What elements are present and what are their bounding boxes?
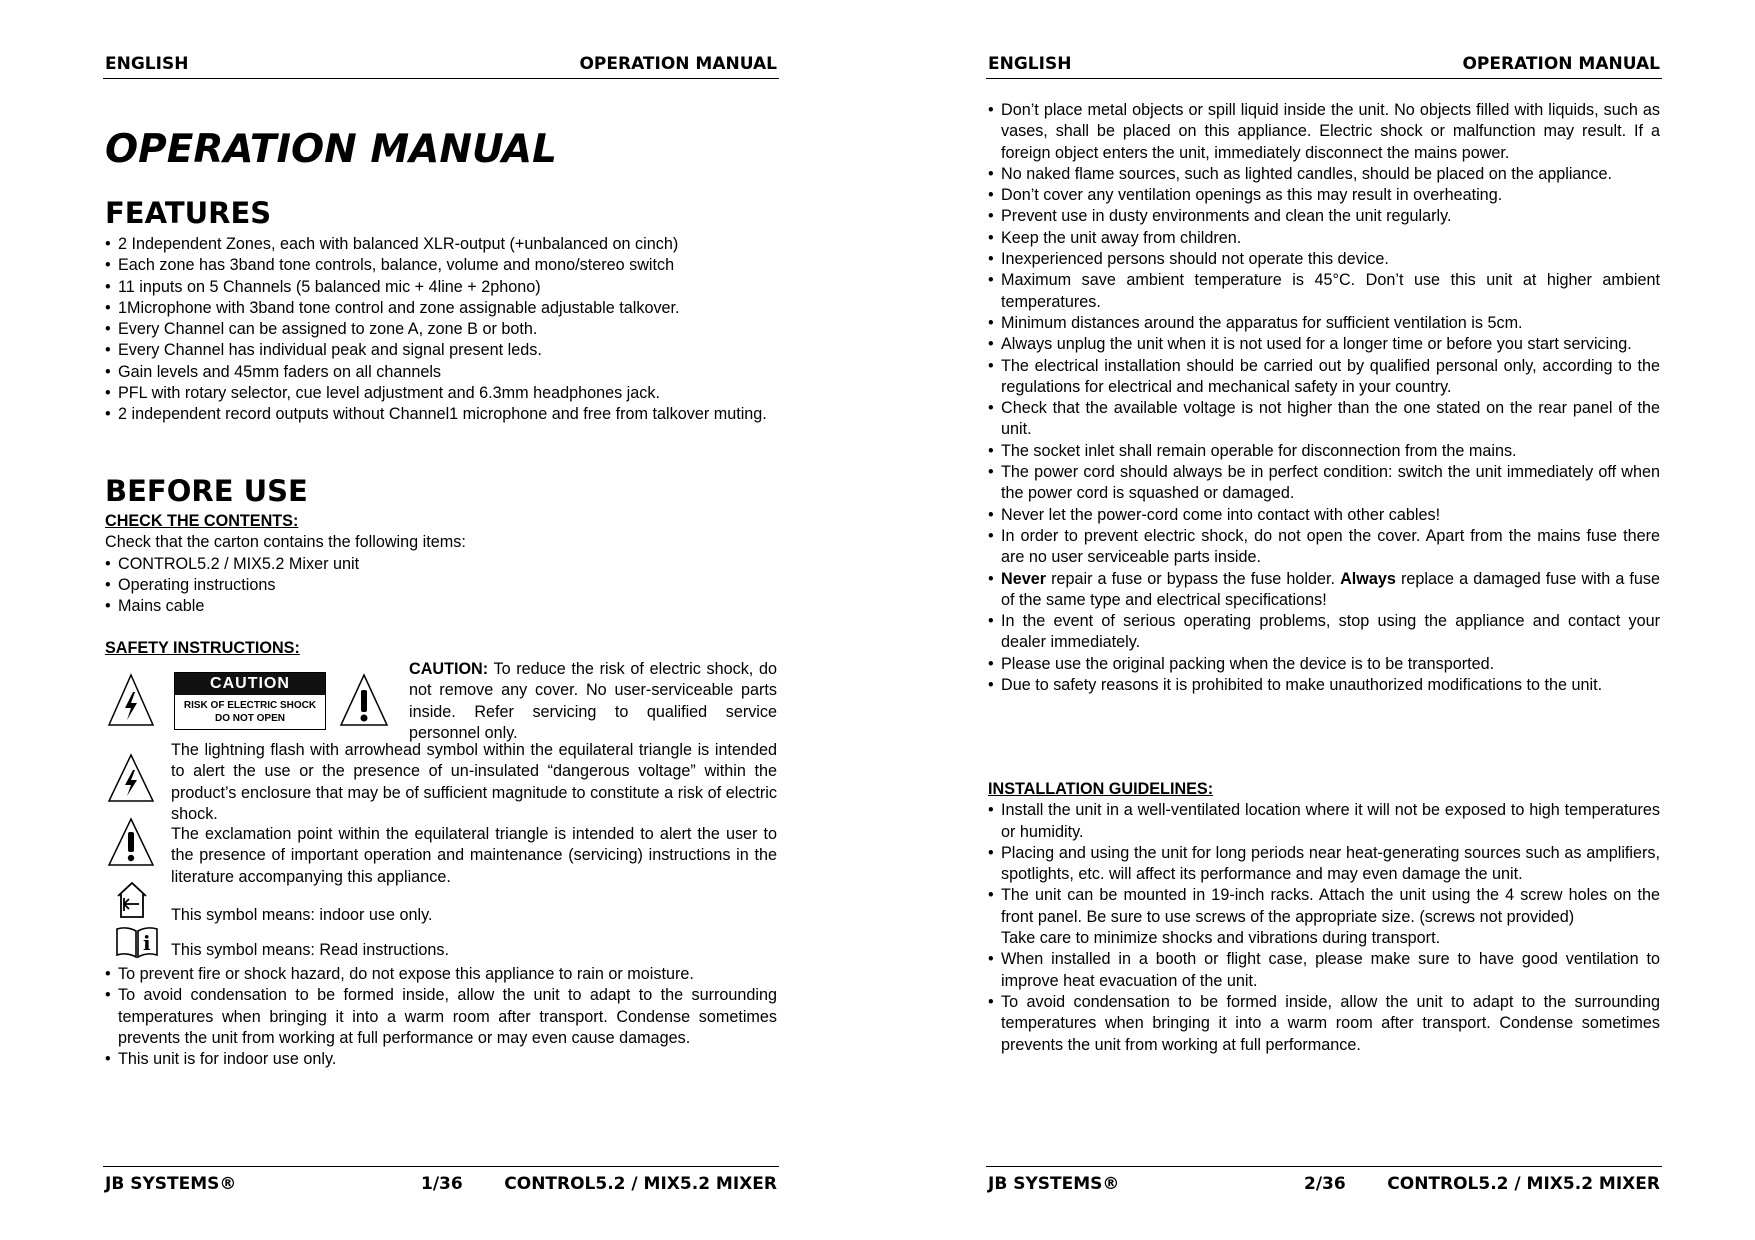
rack-note-text: Take care to minimize shocks and vibrations during transport. [1001, 929, 1441, 948]
page-right [986, 0, 1662, 1240]
page-footer [103, 1166, 779, 1195]
lightning-description: The lightning flash with arrowhead symbol within the equilateral triangle is intended to alert the use or the presence of un-insulated “dangerous voltage” within the product’s enclosure that may be of sufficient magnitude to constitute a risk of electric shock. [171, 741, 777, 823]
footer-page-number: 1/36 [421, 1174, 463, 1194]
features-section [105, 234, 777, 426]
list-item: • In order to prevent electric shock, do not open the cover. Apart from the mains fuse there are no user serviceable parts inside. [988, 526, 1660, 569]
list-item: • Mains cable [105, 596, 777, 617]
fuse-never: Never [1001, 569, 1046, 588]
header-language: ENGLISH [105, 54, 189, 74]
list-item: • Due to safety reasons it is prohibited to make unauthorized modifications to the unit. [988, 675, 1660, 696]
list-item: • The power cord should always be in perfect condition: switch the unit immediately off when the power cord is squashed or damaged. [988, 462, 1660, 505]
footer-brand: JB SYSTEMS® [105, 1174, 237, 1194]
list-item: • Gain levels and 45mm faders on all channels [105, 362, 777, 383]
list-item: • Placing and using the unit for long periods near heat-generating sources such as amplifiers, spotlights, etc. will affect its performance and may even damage the unit. [988, 843, 1660, 886]
list-item: • Prevent use in dusty environments and clean the unit regularly. [988, 206, 1660, 227]
indoor-use-icon [115, 880, 149, 920]
list-item: • Inexperienced persons should not operate this device. [988, 249, 1660, 270]
footer-brand: JB SYSTEMS® [988, 1174, 1120, 1194]
list-item: • Don’t place metal objects or spill liquid inside the unit. No objects filled with liquids, such as vases, shall be placed on this appliance. Electric shock or malfunction may result. If a foreign object enters the unit, immediately disconnect the mains power. [988, 100, 1660, 164]
list-item: • Every Channel can be assigned to zone A, zone B or both. [105, 319, 777, 340]
page-header [103, 54, 779, 79]
fuse-part2: replace a damaged fuse with a fuse of the same type and electrical specifications! [1001, 569, 1660, 609]
right-safety-bullets-end [988, 611, 1660, 696]
left-safety-bullets-section [105, 964, 777, 1070]
list-item: • Install the unit in a well-ventilated location where it will not be exposed to high temperatures or humidity. [988, 800, 1660, 843]
before-use-heading: BEFORE USE [105, 474, 308, 508]
exclamation-warning-icon [338, 672, 390, 728]
list-item: • 11 inputs on 5 Channels (5 balanced mic + 4line + 2phono) [105, 277, 777, 298]
check-contents-list [105, 554, 777, 618]
list-item: • 2 independent record outputs without Channel1 microphone and free from talkover muting. [105, 404, 777, 425]
list-item: • Maximum save ambient temperature is 45°C. Don’t use this unit at higher ambient temperatures. [988, 270, 1660, 313]
features-heading: FEATURES [105, 196, 272, 230]
list-item: • In the event of serious operating problems, stop using the appliance and contact your dealer immediately. [988, 611, 1660, 654]
list-item: • Minimum distances around the apparatus for sufficient ventilation is 5cm. [988, 313, 1660, 334]
list-item: • Don’t cover any ventilation openings as this may result in overheating. [988, 185, 1660, 206]
indoor-use-text: This symbol means: indoor use only. [171, 906, 433, 924]
list-item [988, 569, 1660, 612]
footer-product: CONTROL5.2 / MIX5.2 MIXER [504, 1174, 777, 1194]
page-footer [986, 1166, 1662, 1195]
left-safety-bullets [105, 964, 777, 1070]
caution-text: To reduce the risk of electric shock, do not remove any cover. No user-serviceable parts inside. Refer servicing to qualified service personnel only. [409, 660, 777, 742]
features-list [105, 234, 777, 426]
list-item: • When installed in a booth or flight case, please make sure to have good ventilation to improve heat evacuation of the unit. [988, 949, 1660, 992]
rack-item-text: The unit can be mounted in 19-inch racks. Attach the unit using the 4 screw holes on the front panel. Be sure to use screws of the appropriate size. (screws not provided) [1001, 886, 1660, 926]
header-language: ENGLISH [988, 54, 1072, 74]
list-item [988, 885, 1660, 949]
page-header [986, 54, 1662, 79]
footer-product: CONTROL5.2 / MIX5.2 MIXER [1387, 1174, 1660, 1194]
header-section: OPERATION MANUAL [579, 54, 777, 74]
list-item: • To avoid condensation to be formed inside, allow the unit to adapt to the surrounding temperatures when bringing it into a warm room after transport. Condense sometimes prevents the unit from working at full performance or may even cause damages. [105, 985, 777, 1049]
list-item: • Never let the power-cord come into contact with other cables! [988, 505, 1660, 526]
installation-section [988, 779, 1660, 1056]
installation-list [988, 800, 1660, 885]
list-item: • 2 Independent Zones, each with balanced XLR-output (+unbalanced on cinch) [105, 234, 777, 255]
caution-label-icon [174, 672, 326, 730]
read-instructions-text: This symbol means: Read instructions. [171, 941, 449, 959]
list-item: • Check that the available voltage is not higher than the one stated on the rear panel of the unit. [988, 398, 1660, 441]
page-title: OPERATION MANUAL [105, 127, 557, 172]
list-item: • The electrical installation should be carried out by qualified personal only, according to the regulations for electrical and mechanical safety in your country. [988, 356, 1660, 399]
list-item: • To prevent fire or shock hazard, do not expose this appliance to rain or moisture. [105, 964, 777, 985]
installation-list-end [988, 949, 1660, 1055]
list-item: • PFL with rotary selector, cue level adjustment and 6.3mm headphones jack. [105, 383, 777, 404]
safety-title-wrap [105, 638, 777, 659]
list-item: • Keep the unit away from children. [988, 228, 1660, 249]
list-item: • CONTROL5.2 / MIX5.2 Mixer unit [105, 554, 777, 575]
list-item: • To avoid condensation to be formed inside, allow the unit to adapt to the surrounding temperatures when bringing it into a warm room after transport. Condense sometimes prevents the unit from working at full performance. [988, 992, 1660, 1056]
list-item: • This unit is for indoor use only. [105, 1049, 777, 1070]
check-contents-title: CHECK THE CONTENTS: [105, 512, 299, 530]
caution-paragraph [409, 659, 777, 744]
read-instructions-icon [115, 925, 159, 959]
list-item: • The socket inlet shall remain operable for disconnection from the mains. [988, 441, 1660, 462]
exclamation-triangle-icon [106, 816, 156, 868]
lightning-warning-icon [106, 672, 156, 728]
installation-title: INSTALLATION GUIDELINES: [988, 780, 1214, 798]
caution-label-line2: DO NOT OPEN [214, 713, 285, 724]
check-contents-intro: Check that the carton contains the following items: [105, 533, 466, 552]
caution-label-line1: RISK OF ELECTRIC SHOCK [183, 700, 317, 711]
safety-instructions-title: SAFETY INSTRUCTIONS: [105, 639, 300, 657]
page-left [103, 0, 779, 1240]
installation-rack-list [988, 885, 1660, 949]
check-contents-section [105, 511, 777, 617]
list-item: • Always unplug the unit when it is not used for a longer time or before you start servicing. [988, 334, 1660, 355]
caution-label-title: CAUTION [175, 673, 325, 695]
list-item: • 1Microphone with 3band tone control and zone assignable adjustable talkover. [105, 298, 777, 319]
footer-page-number: 2/36 [1304, 1174, 1346, 1194]
exclamation-description: The exclamation point within the equilateral triangle is intended to alert the user to the presence of important operation and maintenance (servicing) instructions in the literature accompanying this appliance. [171, 825, 777, 886]
fuse-always: Always [1340, 569, 1396, 588]
read-icon-glyph: i [143, 931, 151, 955]
fuse-part1: repair a fuse or bypass the fuse holder. [1046, 569, 1341, 588]
right-safety-section [988, 100, 1660, 696]
list-item: • Please use the original packing when the device is to be transported. [988, 654, 1660, 675]
list-item: • Operating instructions [105, 575, 777, 596]
list-item: • No naked flame sources, such as lighted candles, should be placed on the appliance. [988, 164, 1660, 185]
fuse-bullet-list [988, 569, 1660, 612]
lightning-triangle-icon [106, 752, 156, 804]
list-item: • Each zone has 3band tone controls, balance, volume and mono/stereo switch [105, 255, 777, 276]
list-item: • Every Channel has individual peak and signal present leds. [105, 340, 777, 361]
header-section: OPERATION MANUAL [1462, 54, 1660, 74]
right-safety-bullets [988, 100, 1660, 569]
caution-bold: CAUTION: [409, 660, 489, 678]
